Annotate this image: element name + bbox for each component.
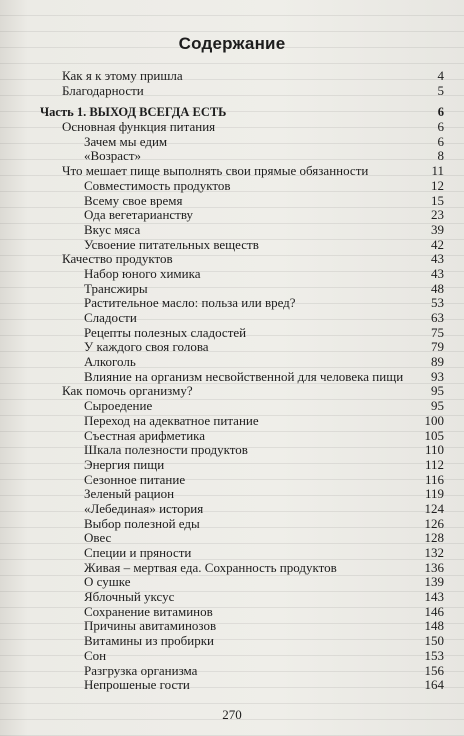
toc-entry	[40, 619, 444, 634]
toc-entry	[40, 238, 444, 253]
toc-entry-title: Специи и пряности	[84, 546, 192, 560]
toc-entry-page: 105	[424, 427, 444, 443]
toc-entry-title: Шкала полезности продуктов	[84, 443, 248, 458]
toc-entry-page: 5	[437, 82, 444, 98]
toc-entry	[40, 296, 444, 311]
toc-entry-title: Сон	[84, 648, 107, 663]
toc-entry-title: Растительное масло: польза или вред?	[84, 296, 296, 311]
toc-entry	[40, 384, 444, 399]
table-of-contents	[40, 69, 444, 693]
toc-entry	[40, 473, 444, 488]
toc-entry	[40, 135, 444, 150]
toc-entry	[40, 194, 444, 209]
toc-entry-title: Непрошеные гости	[84, 678, 190, 693]
toc-entry-page: 93	[431, 368, 444, 384]
toc-entry	[40, 340, 444, 355]
toc-entry	[40, 252, 444, 267]
toc-entry	[40, 664, 444, 679]
toc-entry	[40, 223, 444, 238]
toc-entry-title: Усвоение питательных веществ	[84, 237, 259, 252]
toc-entry-page: 89	[431, 354, 444, 370]
toc-entry	[40, 546, 444, 561]
toc-entry-title: Совместимость продуктов	[84, 178, 231, 193]
toc-entry-page: 79	[431, 339, 444, 355]
toc-entry-title: Сохранение витаминов	[84, 604, 213, 619]
toc-entry-title: Как я к этому пришла	[62, 69, 183, 83]
toc-entry-page: 4	[437, 68, 444, 83]
toc-entry	[40, 429, 444, 444]
toc-entry-title: Съестная арифметика	[84, 428, 206, 443]
toc-entry-title: Причины авитаминозов	[84, 619, 217, 634]
toc-entry-page: 112	[424, 456, 444, 472]
toc-entry	[40, 120, 444, 135]
toc-entry-page: 6	[437, 105, 444, 120]
toc-entry-page: 110	[424, 442, 444, 458]
toc-entry-title: Ода вегетарианству	[84, 208, 194, 223]
toc-entry-title: Рецепты полезных сладостей	[84, 325, 247, 340]
toc-entry	[40, 311, 444, 326]
toc-entry-page: 100	[424, 412, 444, 428]
toc-entry-title: Основная функция питания	[62, 120, 216, 135]
toc-entry-page: 124	[424, 500, 444, 516]
toc-entry-title: Зеленый рацион	[84, 487, 175, 502]
toc-entry	[40, 179, 444, 194]
toc-entry-page: 39	[431, 221, 444, 237]
toc-entry-title: «Лебединая» история	[84, 501, 204, 516]
toc-entry-title: Вкус мяса	[84, 222, 141, 237]
toc-entry-page: 146	[424, 603, 444, 619]
toc-entry-page: 126	[424, 515, 444, 531]
toc-entry-page: 128	[424, 530, 444, 546]
toc-entry-title: Качество продуктов	[62, 252, 173, 267]
toc-entry-page: 119	[424, 486, 444, 502]
toc-entry-page: 95	[431, 398, 444, 414]
toc-entry-page: 143	[424, 589, 444, 605]
toc-entry-title: Трансжиры	[84, 281, 148, 296]
section-spacer	[40, 98, 444, 105]
page-title: Содержание	[178, 34, 286, 53]
toc-entry	[40, 487, 444, 502]
toc-entry-title: Зачем мы едим	[84, 134, 168, 149]
toc-entry-title: Сыроедение	[84, 399, 153, 414]
toc-entry-page: 6	[437, 133, 444, 149]
toc-entry	[40, 84, 444, 99]
page-number: 270	[222, 707, 242, 722]
toc-entry	[40, 267, 444, 282]
toc-entry-page: 136	[424, 559, 444, 575]
toc-entry-page: 63	[431, 310, 444, 325]
toc-entry-page: 6	[437, 119, 444, 135]
toc-entry	[40, 678, 444, 693]
toc-entry-page: 53	[431, 295, 444, 311]
toc-entry-title: Набор юного химика	[84, 266, 201, 281]
toc-entry	[40, 149, 444, 164]
toc-entry-page: 156	[424, 662, 444, 678]
toc-entry-title: Влияние на организм несвойственной для человека пищи	[84, 369, 404, 384]
toc-entry	[40, 649, 444, 664]
toc-entry	[40, 326, 444, 341]
toc-entry	[40, 370, 444, 385]
toc-entry	[40, 634, 444, 649]
toc-entry-title: Часть 1. ВЫХОД ВСЕГДА ЕСТЬ	[40, 105, 227, 120]
toc-entry	[40, 443, 444, 458]
toc-entry	[40, 208, 444, 223]
toc-entry-page: 43	[431, 251, 444, 267]
toc-entry-title: Яблочный уксус	[84, 590, 175, 605]
toc-entry-page: 8	[437, 148, 444, 164]
toc-entry-page: 132	[424, 545, 444, 560]
toc-entry	[40, 590, 444, 605]
toc-entry-page: 75	[431, 324, 444, 340]
toc-entry-page: 12	[431, 177, 444, 193]
toc-entry-title: Выбор полезной еды	[84, 516, 200, 531]
toc-entry	[40, 458, 444, 473]
toc-entry	[40, 531, 444, 546]
toc-entry-title: Сладости	[84, 311, 137, 325]
toc-entry-title: Энергия пищи	[84, 457, 165, 472]
toc-entry-title: «Возраст»	[84, 149, 142, 164]
toc-entry-page: 116	[424, 471, 444, 487]
toc-entry-page: 139	[424, 574, 444, 590]
toc-entry-page: 95	[431, 383, 444, 399]
toc-entry-page: 43	[431, 265, 444, 281]
toc-entry	[40, 575, 444, 590]
toc-entry-title: Всему свое время	[84, 193, 183, 208]
toc-entry-page: 23	[431, 207, 444, 223]
toc-entry	[40, 517, 444, 532]
toc-part-heading	[40, 105, 444, 120]
toc-entry-page: 11	[431, 163, 444, 179]
toc-entry	[40, 282, 444, 297]
toc-entry-title: Благодарности	[62, 83, 144, 98]
toc-entry	[40, 399, 444, 414]
toc-entry-title: У каждого своя голова	[84, 340, 209, 355]
toc-entry	[40, 414, 444, 429]
toc-entry-title: Что мешает пище выполнять свои прямые обязанности	[62, 164, 369, 179]
toc-entry-page: 148	[424, 618, 444, 634]
toc-entry-page: 150	[424, 633, 444, 649]
toc-entry-title: Живая – мертвая еда. Сохранность продуктов	[84, 560, 337, 575]
toc-entry-title: Витамины из пробирки	[84, 634, 215, 649]
toc-entry-title: О сушке	[84, 575, 131, 590]
toc-entry	[40, 502, 444, 517]
toc-entry-page: 15	[431, 192, 444, 208]
toc-entry-title: Разгрузка организма	[84, 663, 198, 678]
toc-entry	[40, 355, 444, 370]
toc-entry	[40, 561, 444, 576]
toc-entry-title: Овес	[84, 531, 112, 546]
toc-entry-page: 48	[431, 280, 444, 296]
toc-entry	[40, 605, 444, 620]
toc-entry-page: 164	[424, 677, 444, 693]
toc-entry-title: Как помочь организму?	[62, 384, 193, 399]
toc-entry	[40, 164, 444, 179]
toc-entry-page: 153	[424, 647, 444, 663]
toc-entry-title: Переход на адекватное питание	[84, 413, 259, 428]
toc-entry-title: Сезонное питание	[84, 472, 186, 487]
toc-entry	[40, 69, 444, 84]
toc-entry-title: Алкоголь	[84, 355, 136, 370]
toc-entry-page: 42	[431, 236, 444, 252]
